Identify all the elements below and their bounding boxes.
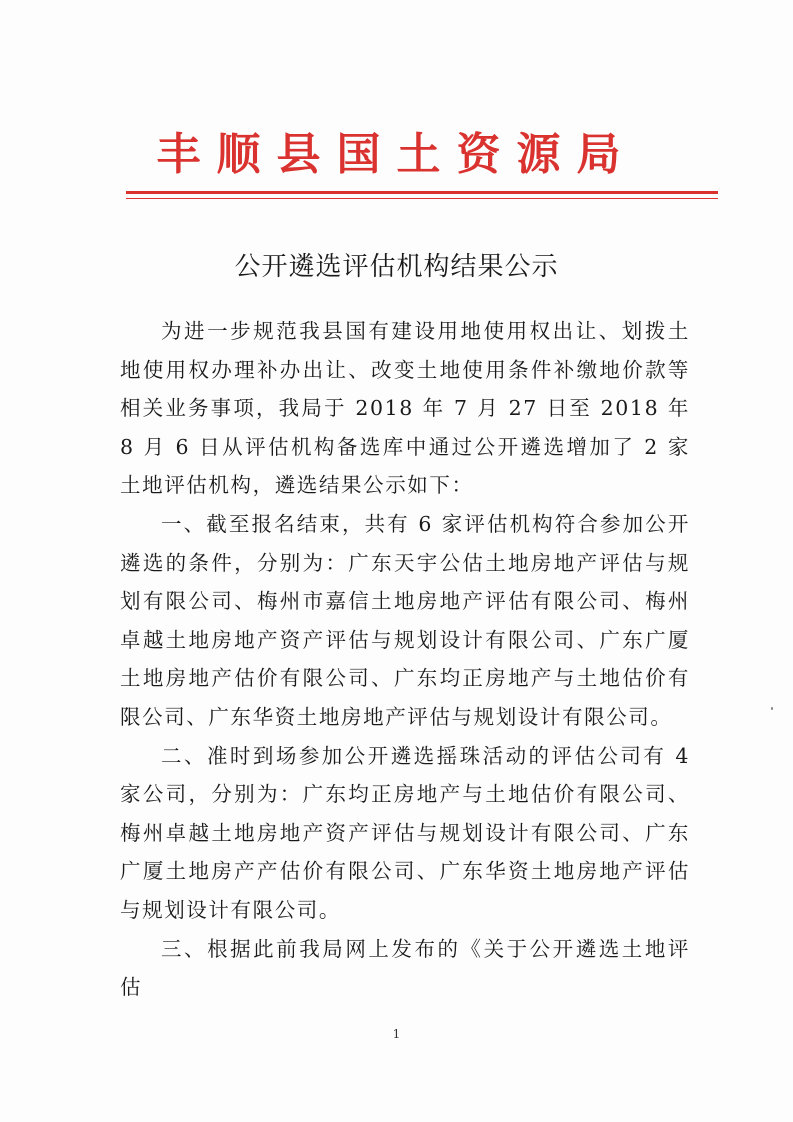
- header-rule-thin: [126, 198, 718, 199]
- paragraph-item-2: 二、准时到场参加公开遴选摇珠活动的评估公司有 4 家公司，分别为：广东均正房地产与土地估价有限公司、梅州卓越土地房地产资产评估与规划设计有限公司、广东广厦土地房产产估价有限公司、广东华资土地房地产评估与规划设计有限公司。: [120, 743, 690, 922]
- page-number: 1: [392, 1027, 401, 1041]
- paragraph-item-3: 三、根据此前我局网上发布的《关于公开遴选土地评估: [120, 936, 690, 1000]
- header-rule-thick: [126, 191, 718, 194]
- paragraph-item-1: 一、截至报名结束，共有 6 家评估机构符合参加公开遴选的条件，分别为：广东天宇公估土地房地产评估与规划有限公司、梅州市嘉信土地房地产评估有限公司、梅州卓越土地房地产资产评估与规划设计有限公司、广东广厦土地房地产估价有限公司、广东均正房地产与土地估价有限公司、广东华资土地房地产评估与规划设计有限公司。: [120, 511, 690, 729]
- document-title: 公开遴选评估机构结果公示: [234, 252, 559, 282]
- document-body: [120, 312, 690, 1007]
- organization-header: 丰顺县国土资源局: [156, 129, 637, 180]
- paragraph-intro: 为进一步规范我县国有建设用地使用权出让、划拨土地使用权办理补办出让、改变土地使用条件补缴地价款等相关业务事项，我局于 2018 年 7 月 27 日至 2018 年 8 月 6 日从评估机构备选库中通过公开遴选增加了 2 家土地评估机构，遴选结果公示如下：: [120, 319, 690, 498]
- scan-speck: [771, 707, 773, 710]
